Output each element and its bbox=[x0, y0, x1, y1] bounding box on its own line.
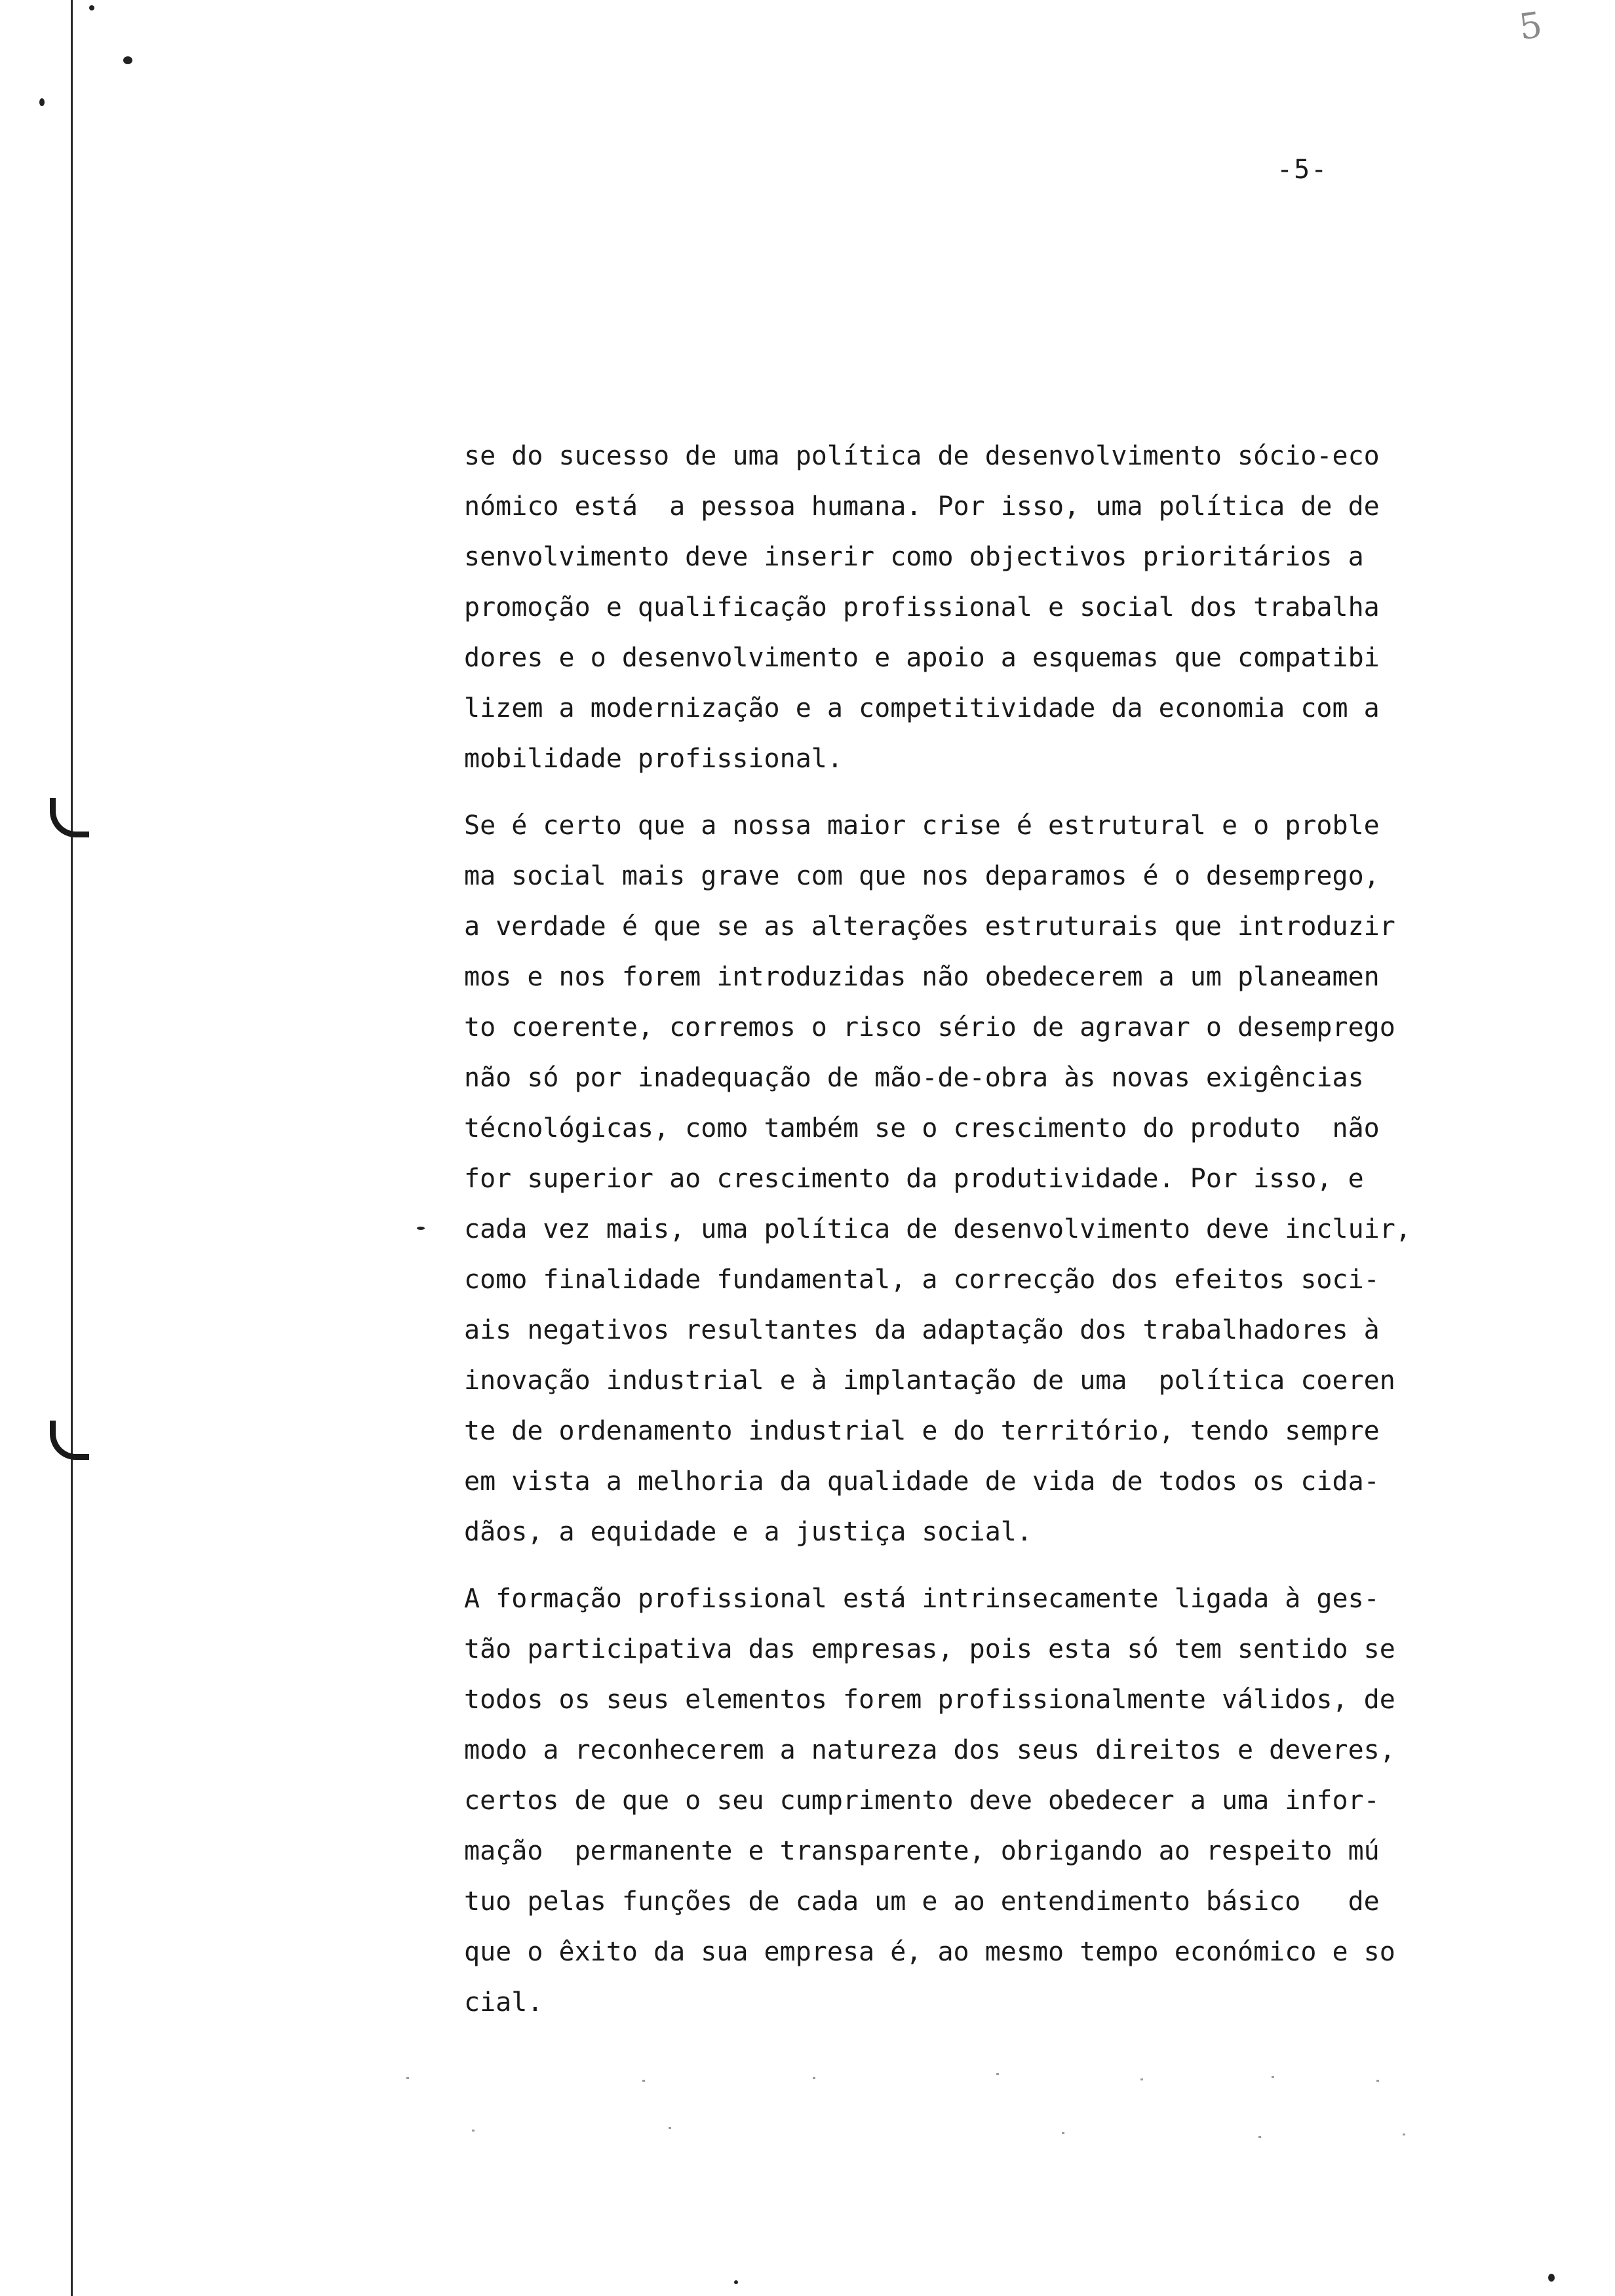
text-line: A formação profissional está intrinsecamente ligada à ges- bbox=[464, 1584, 1380, 1614]
text-line: for superior ao crescimento da produtividade. Por isso, e bbox=[464, 1164, 1364, 1194]
scan-speck bbox=[642, 2080, 645, 2082]
text-line: cial. bbox=[464, 1987, 543, 2018]
scan-speck bbox=[1258, 2136, 1261, 2138]
paragraph-2 bbox=[464, 801, 1434, 1558]
text-line: lizem a modernização e a competitividade da economia com a bbox=[464, 693, 1380, 723]
text-line: mos e nos forem introduzidas não obedecerem a um planeamen bbox=[464, 962, 1380, 992]
punch-hole-mark-lower bbox=[50, 1421, 89, 1460]
scan-speck bbox=[1062, 2132, 1064, 2134]
paragraph-3 bbox=[464, 1574, 1434, 2028]
scan-speck bbox=[1376, 2080, 1379, 2082]
paragraph-1 bbox=[464, 431, 1434, 784]
text-line: se do sucesso de uma política de desenvolvimento sócio-eco bbox=[464, 441, 1380, 471]
text-line: dores e o desenvolvimento e apoio a esquemas que compatibi bbox=[464, 643, 1380, 673]
punch-hole-mark-upper bbox=[50, 798, 89, 837]
corner-page-mark: 5 bbox=[1516, 3, 1545, 48]
scan-speck bbox=[1140, 2078, 1143, 2080]
text-line: Se é certo que a nossa maior crise é estrutural e o proble bbox=[464, 811, 1380, 841]
text-line: dãos, a equidade e a justiça social. bbox=[464, 1517, 1032, 1547]
scan-dot bbox=[123, 56, 132, 64]
text-line: ma social mais grave com que nos deparamos é o desemprego, bbox=[464, 861, 1380, 891]
text-line: ais negativos resultantes da adaptação dos trabalhadores à bbox=[464, 1315, 1380, 1345]
text-line: promoção e qualificação profissional e social dos trabalha bbox=[464, 592, 1380, 622]
scan-speck bbox=[1272, 2076, 1274, 2078]
text-line: mobilidade profissional. bbox=[464, 744, 843, 774]
text-line: nómico está a pessoa humana. Por isso, uma política de de bbox=[464, 491, 1380, 522]
scan-speck bbox=[813, 2077, 815, 2079]
scan-speck bbox=[406, 2077, 409, 2079]
body-text bbox=[464, 431, 1434, 2044]
binding-edge-line bbox=[71, 0, 73, 2296]
text-line: modo a reconhecerem a natureza dos seus direitos e deveres, bbox=[464, 1735, 1395, 1765]
text-line: te de ordenamento industrial e do território, tendo sempre bbox=[464, 1416, 1380, 1446]
scan-dot bbox=[417, 1227, 425, 1230]
text-line: em vista a melhoria da qualidade de vida de todos os cida- bbox=[464, 1466, 1380, 1497]
text-line: inovação industrial e à implantação de uma política coeren bbox=[464, 1366, 1395, 1396]
text-line: mação permanente e transparente, obrigando ao respeito mú bbox=[464, 1836, 1380, 1866]
text-line: que o êxito da sua empresa é, ao mesmo tempo económico e so bbox=[464, 1937, 1395, 1967]
scan-dot bbox=[89, 5, 94, 10]
scan-dot bbox=[734, 2280, 738, 2284]
text-line: certos de que o seu cumprimento deve obedecer a uma infor- bbox=[464, 1786, 1380, 1816]
text-line: todos os seus elementos forem profissionalmente válidos, de bbox=[464, 1685, 1395, 1715]
scan-speck bbox=[996, 2073, 999, 2075]
text-line: senvolvimento deve inserir como objectivos prioritários a bbox=[464, 542, 1364, 572]
scan-speck bbox=[472, 2130, 475, 2132]
text-line: técnológicas, como também se o crescimento do produto não bbox=[464, 1113, 1380, 1143]
page-number: -5- bbox=[1277, 155, 1329, 185]
text-line: não só por inadequação de mão-de-obra às novas exigências bbox=[464, 1063, 1364, 1093]
text-line: tão participativa das empresas, pois esta só tem sentido se bbox=[464, 1634, 1395, 1664]
text-line: to coerente, corremos o risco sério de agravar o desemprego bbox=[464, 1012, 1395, 1043]
scan-noise bbox=[393, 2064, 1416, 2143]
text-line: a verdade é que se as alterações estruturais que introduzir bbox=[464, 911, 1395, 942]
text-line: como finalidade fundamental, a correcção dos efeitos soci- bbox=[464, 1265, 1380, 1295]
scan-speck bbox=[669, 2127, 671, 2129]
scan-dot bbox=[1548, 2274, 1555, 2282]
text-line: tuo pelas funções de cada um e ao entendimento básico de bbox=[464, 1886, 1380, 1917]
text-line: cada vez mais, uma política de desenvolvimento deve incluir, bbox=[464, 1214, 1411, 1244]
scan-dot bbox=[39, 98, 45, 106]
scan-speck bbox=[1403, 2133, 1405, 2135]
